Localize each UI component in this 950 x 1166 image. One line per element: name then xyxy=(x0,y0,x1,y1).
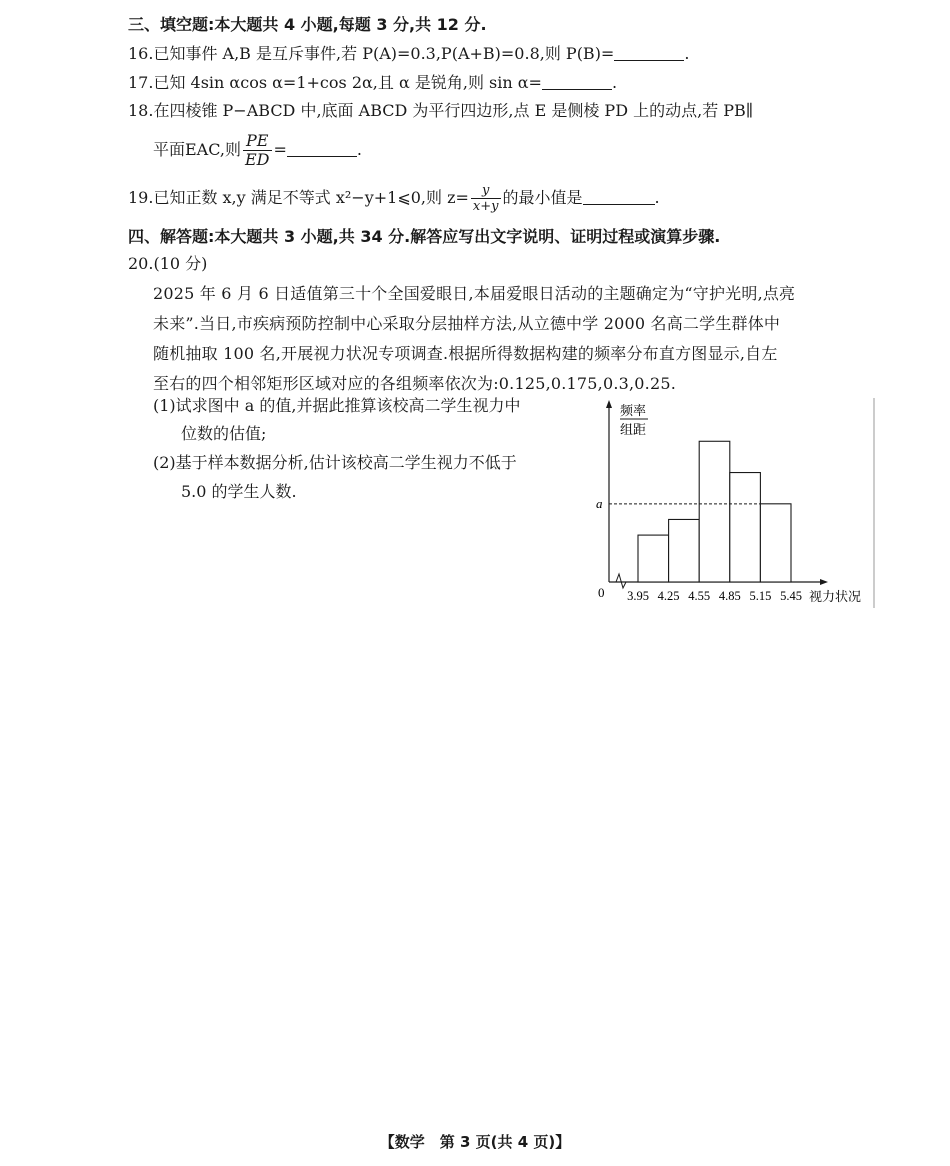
x-tick-label: 4.25 xyxy=(657,589,680,603)
axis-break-icon xyxy=(616,574,626,588)
question-16: 16.已知事件 A,B 是互斥事件,若 P(A)=0.3,P(A+B)=0.8,则 P(B)= . xyxy=(128,44,690,63)
question-18-line1: 18.在四棱锥 P−ABCD 中,底面 ABCD 为平行四边形,点 E 是侧棱 PD 上的动点,若 PB∥ xyxy=(128,101,754,120)
x-tick-label: 4.55 xyxy=(688,589,711,603)
y-label-bottom: 组距 xyxy=(620,422,647,437)
y-label-top: 频率 xyxy=(620,403,647,418)
histogram-bar xyxy=(730,473,761,582)
q18-blank[interactable] xyxy=(287,140,357,157)
question-19: 19.已知正数 x,y 满足不等式 x²−y+1⩽0,则 z= $\frac{y}{x+y}$ 的最小值是 . xyxy=(128,183,660,214)
x-axis-arrow-icon xyxy=(820,579,828,585)
page-footer: 【数学 第 3 页(共 4 页)】 xyxy=(379,1133,571,1151)
q18-fraction: $\frac{PE}{ED}$ xyxy=(245,131,270,169)
x-label: 视力状况 xyxy=(809,589,862,604)
origin-label: 0 xyxy=(598,585,605,600)
histogram-bar xyxy=(669,519,700,582)
a-label: a xyxy=(596,495,603,511)
x-tick-label: 5.45 xyxy=(780,589,802,603)
section4-heading: 四、解答题:本大题共 3 小题,共 34 分.解答应写出文字说明、证明过程或演算步骤. xyxy=(128,227,721,246)
histogram-bar xyxy=(638,535,669,582)
x-tick-label: 4.85 xyxy=(718,589,741,603)
frequency-histogram xyxy=(590,396,880,610)
question-20-label: 20.(10 分) xyxy=(128,254,208,273)
q17-blank[interactable] xyxy=(542,73,612,90)
q19-blank[interactable] xyxy=(583,188,655,205)
q20-part2-line2: 5.0 的学生人数. xyxy=(181,482,297,501)
q20-part2-line1: (2)基于样本数据分析,估计该校高二学生视力不低于 xyxy=(153,453,517,472)
question-18-line2: 平面EAC,则 $\frac{PE}{ED}$ = . xyxy=(153,131,363,169)
x-tick-label: 5.15 xyxy=(749,589,772,603)
q16-text: 16.已知事件 A,B 是互斥事件,若 P(A)=0.3,P(A+B)=0.8,则 P(B)= xyxy=(128,44,615,63)
y-axis-arrow-icon xyxy=(606,400,612,408)
histogram-bar xyxy=(699,441,730,582)
q19-fraction: $\frac{y}{x+y}$ xyxy=(472,183,499,214)
histogram-bar xyxy=(760,504,791,582)
q17-text: 17.已知 4sin αcos α=1+cos 2α,且 α 是锐角,则 sin α= xyxy=(128,73,542,92)
question-20-paragraph: 2025 年 6 月 6 日适值第三十个全国爱眼日,本届爱眼日活动的主题确定为“守护光明,点亮 未来”.当日,市疾病预防控制中心采取分层抽样方法,从立德中学 2000 名高二学生群体中 随机抽取 100 名,开展视力状况专项调查.根据所得数据构建的频率分布直方图显示,自左 至右的四个相邻矩形区域对应的各组频率依次为:0.125,0.175,0.3,0.25. xyxy=(153,284,796,393)
question-17: 17.已知 4sin αcos α=1+cos 2α,且 α 是锐角,则 sin α= . xyxy=(128,73,618,92)
q20-part1-line1: (1)试求图中 a 的值,并据此推算该校高二学生视力中 xyxy=(153,396,521,415)
section3-heading: 三、填空题:本大题共 4 小题,每题 3 分,共 12 分. xyxy=(128,15,487,34)
q20-part1-line2: 位数的估值; xyxy=(181,424,267,443)
x-tick-label: 3.95 xyxy=(627,589,649,603)
q16-blank[interactable] xyxy=(614,44,684,61)
